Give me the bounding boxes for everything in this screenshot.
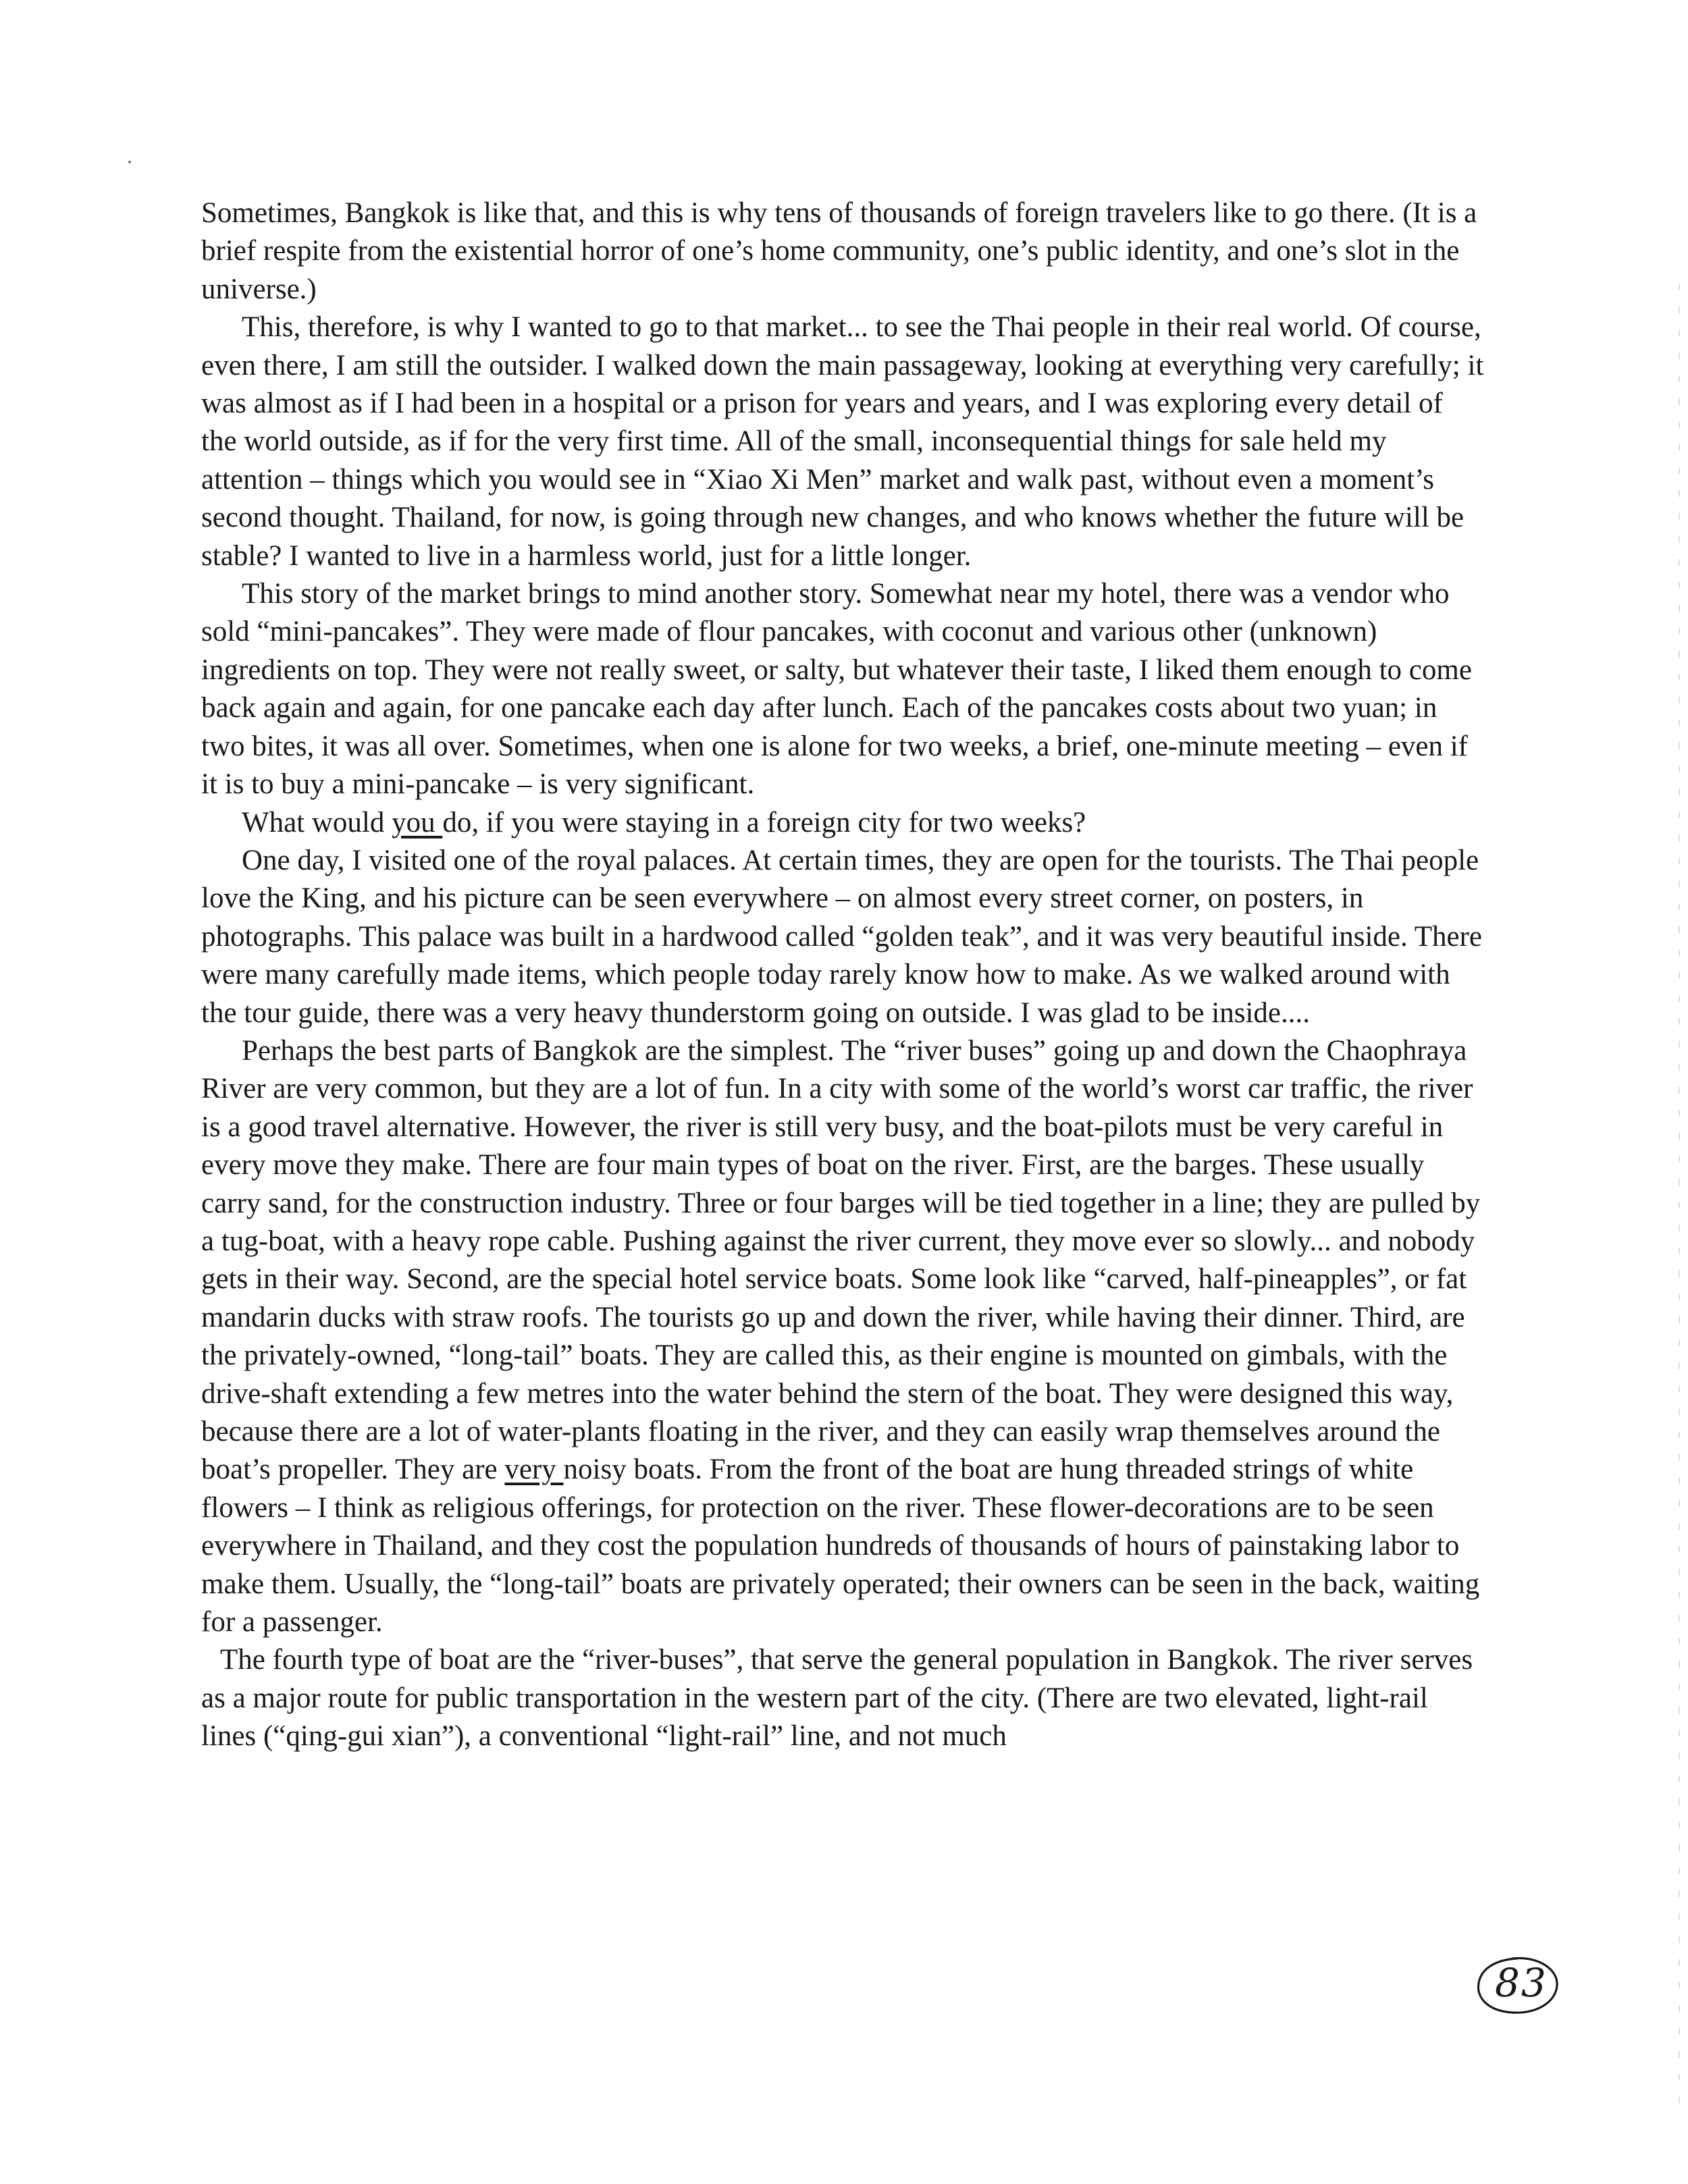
paragraph-text: Sometimes, Bangkok is like that, and this is why tens of thousands of foreign travelers like to go there. (It is a brief respite from the existential horror of one’s home community, one’s public identity, and one’s slot in the universe.) bbox=[201, 197, 1477, 305]
paragraph-text: noisy boats. From the front of the boat are hung threaded strings of white flowers – I think as religious offerings, for protection on the river. These flower-decorations are to be seen everywhere in Thailand, and they cost the population hundreds of thousands of hours of painstaking labor to make them. Usually, the “long-tail” boats are privately operated; their owners can be seen in the back, waiting for a passenger. bbox=[201, 1454, 1480, 1639]
paragraph bbox=[201, 309, 1484, 575]
paragraph bbox=[201, 804, 1484, 842]
paragraph-text: This story of the market brings to mind another story. Somewhat near my hotel, there was a vendor who sold “mini-pancakes”. They were made of flour pancakes, with coconut and various other (unknown) ingredients on top. They were not really sweet, or salty, but whatever their taste, I liked them enough to come back again and again, for one pancake each day after lunch. Each of the pancakes costs about two yuan; in two bites, it was all over. Sometimes, when one is alone for two weeks, a brief, one-minute meeting – even if it is to buy a mini-pancake – is very significant. bbox=[201, 578, 1472, 801]
page-number-text: 83 bbox=[1495, 1960, 1548, 2006]
paragraph-text: The fourth type of boat are the “river-buses”, that serve the general population in Bangkok. The river serves as a major route for public transportation in the western part of the city. (There are two elevated, light-rail lines (“qing-gui xian”), a conventional “light-rail” line, and not much bbox=[201, 1644, 1473, 1753]
paragraph bbox=[201, 1032, 1484, 1642]
underlined-word: you bbox=[392, 806, 443, 838]
paragraph-text: One day, I visited one of the royal palaces. At certain times, they are open for the tourists. The Thai people love the King, and his picture can be seen everywhere – on almost every street corner, on posters, in photographs. This palace was built in a hardwood called “golden teak”, and it was very beautiful inside. There were many carefully made items, which people today rarely know how to make. As we walked around with the tour guide, there was a very heavy thunderstorm going on outside. I was glad to be inside.... bbox=[201, 844, 1482, 1029]
paragraph-text: This, therefore, is why I wanted to go to that market... to see the Thai people in their real world. Of course, even there, I am still the outsider. I walked down the main passageway, looking at everything very carefully; it was almost as if I had been in a hospital or a prison for years and years, and I was exploring every detail of the world outside, as if for the very first time. All of the small, inconsequential things for sale held my attention – things which you would see in “Xiao Xi Men” market and walk past, without even a moment’s second thought. Thailand, for now, is going through new changes, and who knows whether the future will be stable? I wanted to live in a harmless world, just for a little longer. bbox=[201, 311, 1484, 572]
scan-speck bbox=[128, 161, 131, 163]
paragraph bbox=[201, 194, 1484, 309]
paragraph bbox=[201, 842, 1484, 1032]
paragraph-text: do, if you were staying in a foreign city for two weeks? bbox=[442, 806, 1086, 838]
underlined-word: very bbox=[504, 1454, 564, 1486]
handwritten-page-number bbox=[1473, 1954, 1561, 2017]
body-text bbox=[201, 194, 1484, 1756]
paragraph bbox=[201, 575, 1484, 803]
paragraph-text: Perhaps the best parts of Bangkok are the simplest. The “river buses” going up and down the Chaophraya River are very common, but they are a lot of fun. In a city with some of the world’s worst car traffic, the river is a good travel alternative. However, the river is still very busy, and the boat-pilots must be very careful in every move they make. There are four main types of boat on the river. First, are the barges. These usually carry sand, for the construction industry. Three or four barges will be tied together in a line; they are pulled by a tug-boat, with a heavy rope cable. Pushing against the river current, they move ever so slowly... and nobody gets in their way. Second, are the special hotel service boats. Some look like “carved, half-pineapples”, or fat mandarin ducks with straw roofs. The tourists go up and down the river, while having their dinner. Third, are the privately-owned, “long-tail” boats. They are called this, as their engine is mounted on gimbals, with the drive-shaft extending a few metres into the water behind the stern of the boat. They were designed this way, because there are a lot of water-plants floating in the river, and they can easily wrap themselves around the boat’s propeller. They are bbox=[201, 1034, 1481, 1486]
paragraph-text: What would bbox=[242, 806, 392, 838]
paragraph bbox=[201, 1641, 1484, 1755]
scan-edge-artifact bbox=[1679, 284, 1680, 2106]
